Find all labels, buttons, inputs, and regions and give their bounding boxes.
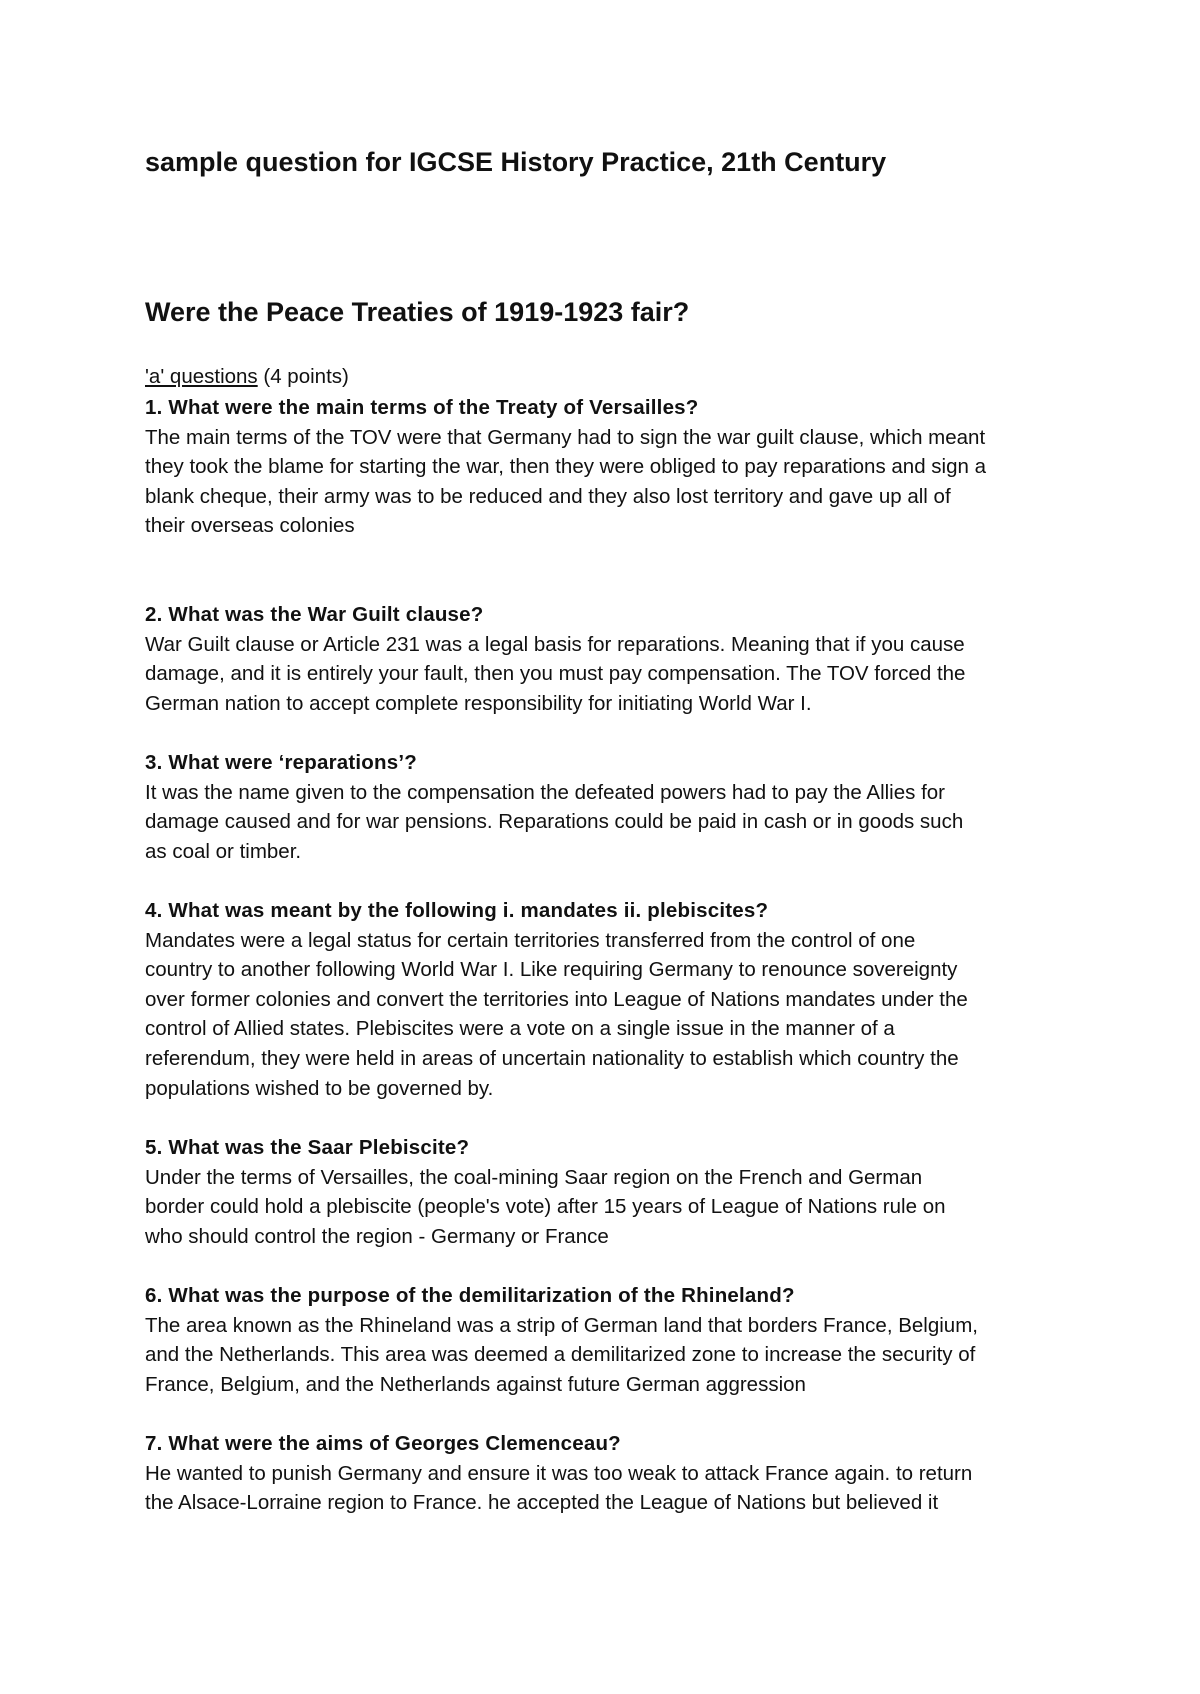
answer-6 — [145, 1311, 1065, 1400]
questions-points: (4 points) — [257, 365, 349, 388]
qa-block-1 — [145, 393, 1065, 541]
answer-line: as coal or timber. — [145, 839, 302, 863]
section-heading: Were the Peace Treaties of 1919-1923 fair? — [145, 297, 690, 327]
answer-line: and the Netherlands. This area was deemed a demilitarized zone to increase the security of — [145, 1343, 976, 1367]
answer-line: referendum, they were held in areas of uncertain nationality to establish which country the — [145, 1046, 959, 1070]
answer-line: over former colonies and convert the territories into League of Nations mandates under the — [145, 987, 968, 1011]
qa-block-2 — [145, 600, 1065, 718]
answer-line: He wanted to punish Germany and ensure it was too weak to attack France again. to return — [145, 1461, 973, 1485]
question-3: 3. What were ‘reparations’? — [145, 751, 417, 774]
qa-block-7 — [145, 1429, 1065, 1518]
question-6: 6. What was the purpose of the demilitarization of the Rhineland? — [145, 1284, 795, 1307]
answer-line: border could hold a plebiscite (people's vote) after 15 years of League of Nations rule on — [145, 1195, 946, 1219]
answer-line: German nation to accept complete responsibility for initiating World War I. — [145, 691, 812, 715]
answer-line: The area known as the Rhineland was a strip of German land that borders France, Belgium, — [145, 1313, 978, 1337]
questions-subheading — [145, 364, 349, 390]
answer-1 — [145, 423, 1065, 541]
answer-line: France, Belgium, and the Netherlands against future German aggression — [145, 1372, 806, 1396]
question-5: 5. What was the Saar Plebiscite? — [145, 1136, 470, 1159]
answer-4 — [145, 926, 1065, 1104]
answer-line: their overseas colonies — [145, 514, 355, 538]
answer-5 — [145, 1163, 1065, 1252]
answer-line: War Guilt clause or Article 231 was a legal basis for reparations. Meaning that if you cause — [145, 632, 965, 656]
qa-block-5 — [145, 1133, 1065, 1251]
question-7: 7. What were the aims of Georges Clemenceau? — [145, 1432, 621, 1455]
answer-line: blank cheque, their army was to be reduced and they also lost territory and gave up all of — [145, 484, 951, 508]
qa-block-4 — [145, 896, 1065, 1103]
answer-line: the Alsace-Lorraine region to France. he accepted the League of Nations but believed it — [145, 1491, 939, 1515]
question-4: 4. What was meant by the following i. mandates ii. plebiscites? — [145, 899, 769, 922]
answer-line: control of Allied states. Plebiscites were a vote on a single issue in the manner of a — [145, 1017, 895, 1041]
questions-type-label: 'a' questions — [145, 365, 258, 388]
answer-line: who should control the region - Germany or France — [145, 1224, 609, 1248]
qa-block-3 — [145, 748, 1065, 866]
answer-line: Under the terms of Versailles, the coal-mining Saar region on the French and German — [145, 1165, 923, 1189]
answer-3 — [145, 778, 1065, 867]
question-1: 1. What were the main terms of the Treaty of Versailles? — [145, 396, 699, 419]
answer-line: damage caused and for war pensions. Reparations could be paid in cash or in goods such — [145, 810, 964, 834]
answer-line: damage, and it is entirely your fault, then you must pay compensation. The TOV forced the — [145, 662, 966, 686]
qa-block-6 — [145, 1281, 1065, 1399]
answer-line: It was the name given to the compensation the defeated powers had to pay the Allies for — [145, 780, 946, 804]
answer-line: populations wished to be governed by. — [145, 1076, 494, 1100]
answer-line: country to another following World War I. Like requiring Germany to renounce sovereignty — [145, 958, 958, 982]
answer-line: Mandates were a legal status for certain territories transferred from the control of one — [145, 928, 916, 952]
document-title: sample question for IGCSE History Practice, 21th Century — [145, 147, 887, 177]
answer-7 — [145, 1459, 1065, 1518]
answer-2 — [145, 630, 1065, 719]
answer-line: The main terms of the TOV were that Germany had to sign the war guilt clause, which meant — [145, 425, 986, 449]
question-2: 2. What was the War Guilt clause? — [145, 603, 484, 626]
answer-line: they took the blame for starting the war, then they were obliged to pay reparations and sign a — [145, 455, 987, 479]
